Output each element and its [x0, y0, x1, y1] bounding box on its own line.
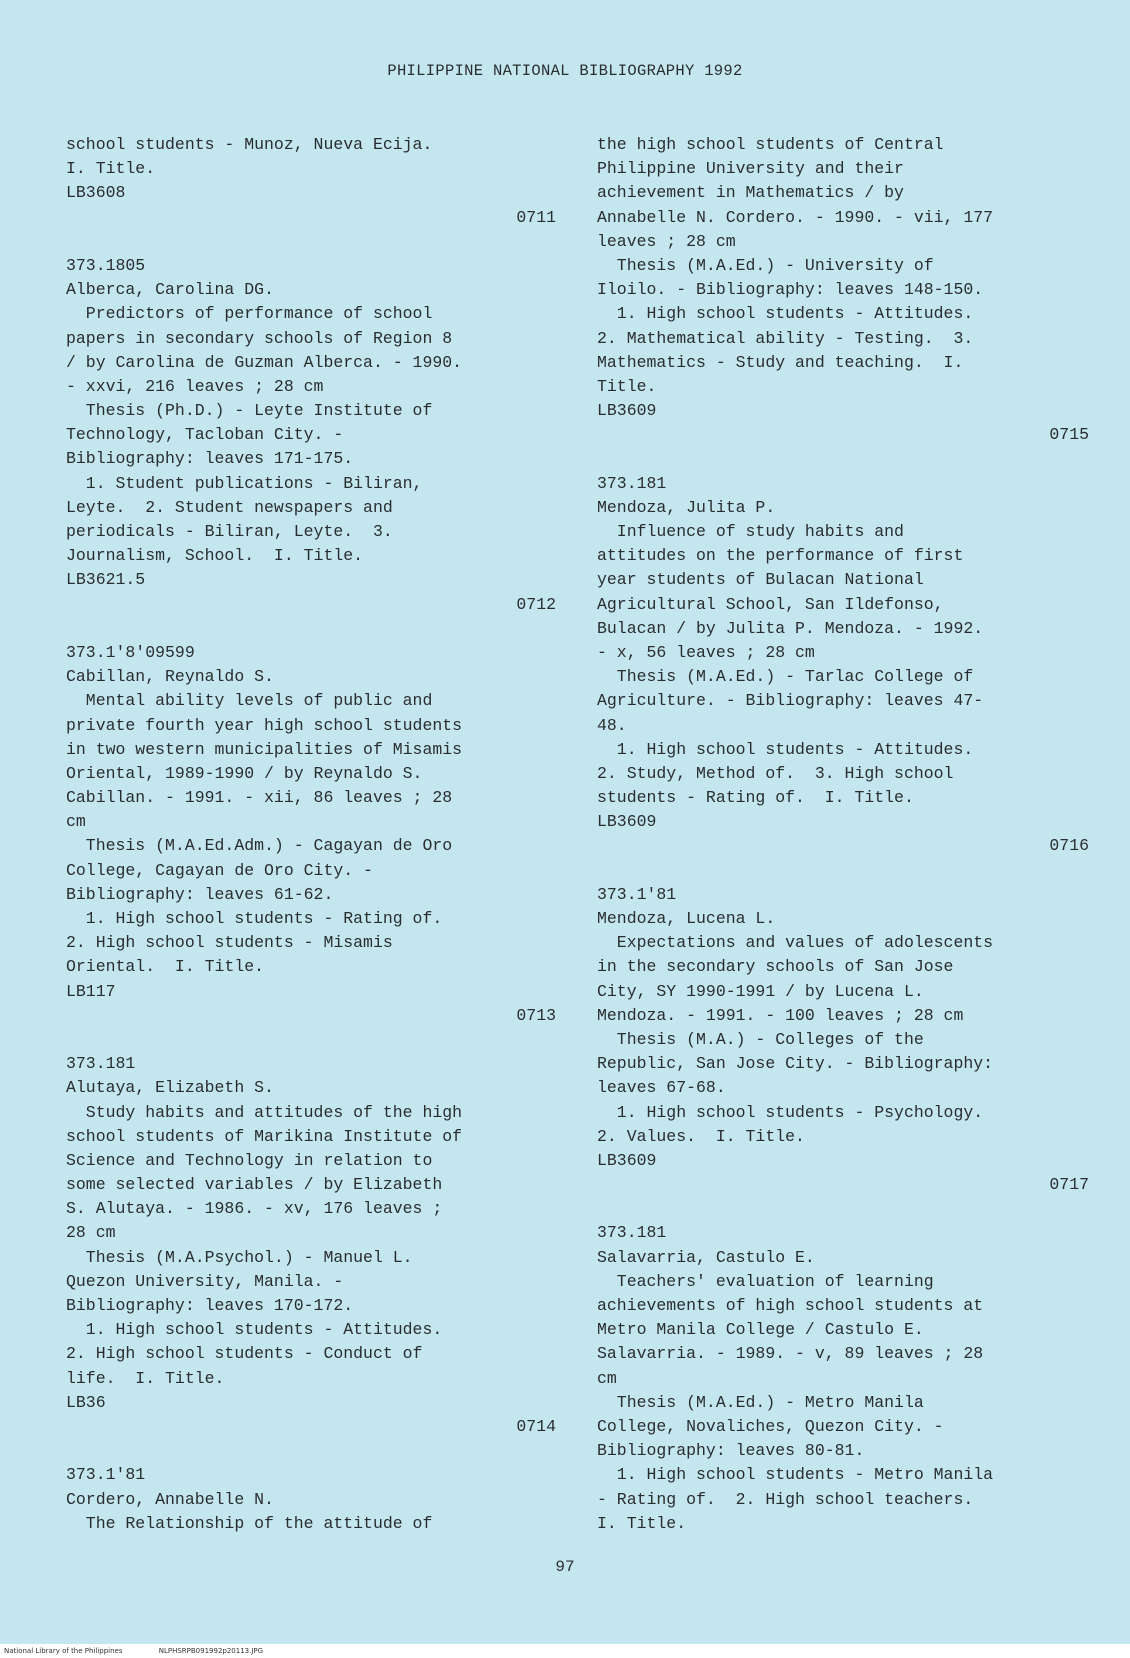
entry-line: The Relationship of the attitude of — [66, 1513, 433, 1533]
entry-line: the high school students of Central — [597, 135, 944, 154]
entry-line: Cordero, Annabelle N. — [66, 1489, 274, 1509]
entry-line: LB3608 — [66, 183, 126, 203]
entry-line: LB3621.5 — [66, 570, 146, 590]
entry-line: Agriculture. - Bibliography: leaves 47- — [597, 691, 984, 711]
entry-line: Bibliography: leaves 171-175. — [66, 449, 354, 469]
entry-line: LB36 — [66, 1392, 106, 1412]
entry-line: Journalism, School. I. Title. — [66, 546, 364, 566]
entry-line: school students - Munoz, Nueva Ecija. — [66, 135, 433, 154]
entry-line: 373.1'81 — [66, 1465, 146, 1485]
entry-line: Salavarria, Castulo E. — [597, 1247, 815, 1267]
entry-line: life. I. Title. — [66, 1368, 225, 1388]
entry-line: 1. High school students - Psychology. — [597, 1102, 984, 1122]
entry-number: 0711 — [516, 207, 556, 227]
entry-number: 0715 — [1049, 425, 1089, 445]
entry-line: Mendoza, Julita P. — [597, 497, 776, 517]
entry-line: Bulacan / by Julita P. Mendoza. - 1992. — [597, 618, 984, 638]
entry-line: LB3609 — [597, 812, 657, 832]
entry-line: / by Carolina de Guzman Alberca. - 1990. — [66, 352, 463, 372]
entry-number: 0712 — [516, 594, 556, 614]
entry-line: Alutaya, Elizabeth S. — [66, 1078, 274, 1098]
entry-line: achievement in Mathematics / by — [597, 183, 904, 203]
entry-line: year students of Bulacan National — [597, 570, 924, 590]
entry-line: Cabillan. - 1991. - xii, 86 leaves ; 28 — [66, 788, 453, 808]
entry-line: Bibliography: leaves 61-62. — [66, 884, 334, 904]
page-number: 97 — [555, 1558, 575, 1576]
footer-library: National Library of the Philippines — [4, 1647, 123, 1655]
entry-line: 373.1'81 — [597, 884, 677, 904]
entry-line: I. Title. — [66, 159, 156, 179]
page-header: PHILIPPINE NATIONAL BIBLIOGRAPHY 1992 — [387, 62, 743, 80]
entry-line: some selected variables / by Elizabeth — [66, 1175, 443, 1195]
entry-line: leaves 67-68. — [597, 1078, 726, 1098]
entry-line: Quezon University, Manila. - — [66, 1271, 344, 1291]
entry-line: Thesis (M.A.Ed.Adm.) - Cagayan de Oro — [66, 836, 453, 856]
entry-line: attitudes on the performance of first — [597, 546, 964, 566]
entry-spacer — [66, 617, 556, 641]
entry-line: 28 cm — [66, 1223, 116, 1243]
entry-line: 2. High school students - Misamis — [66, 933, 393, 953]
entry-line: Oriental, 1989-1990 / by Reynaldo S. — [66, 763, 423, 783]
entry-line: Oriental. I. Title. — [66, 957, 265, 977]
entry-line: Mathematics - Study and teaching. I. — [597, 352, 964, 372]
entry-line: Study habits and attitudes of the high — [66, 1102, 463, 1122]
entry-line: 2. Values. I. Title. — [597, 1126, 805, 1146]
entry-line: Alberca, Carolina DG. — [66, 280, 274, 300]
entry-line: Agricultural School, San Ildefonso, — [597, 594, 944, 614]
entry-line: - x, 56 leaves ; 28 cm — [597, 642, 815, 662]
entry-line: 373.181 — [66, 1054, 136, 1074]
right-column — [597, 133, 1089, 1536]
entry-line: 373.1'8'09599 — [66, 642, 195, 662]
entry-spacer — [66, 230, 556, 254]
entry-line: 1. High school students - Metro Manila — [597, 1465, 994, 1485]
entry-line: leaves ; 28 cm — [597, 231, 736, 251]
entry-line: Annabelle N. Cordero. - 1990. - vii, 177 — [597, 207, 994, 227]
entry-line: periodicals - Biliran, Leyte. 3. — [66, 522, 393, 541]
entry-line: 373.1805 — [66, 255, 146, 275]
entry-line: 373.181 — [597, 1223, 667, 1243]
scan-footer — [0, 1644, 1130, 1658]
entry-line: S. Alutaya. - 1986. - xv, 176 leaves ; — [66, 1199, 443, 1219]
entry-number: 0714 — [516, 1416, 556, 1436]
entry-line: in two western municipalities of Misamis — [66, 739, 463, 759]
entry-line: 1. High school students - Attitudes. — [66, 1320, 443, 1340]
entry-number: 0716 — [1049, 836, 1089, 856]
entry-line: Influence of study habits and — [597, 522, 904, 541]
entry-line: private fourth year high school students — [66, 715, 463, 735]
entry-line: Republic, San Jose City. - Bibliography: — [597, 1054, 994, 1074]
entry-line: Thesis (M.A.Ed.) - University of — [597, 255, 934, 275]
entry-line: Predictors of performance of school — [66, 304, 433, 324]
entry-line: 48. — [597, 715, 627, 735]
entry-line: papers in secondary schools of Region 8 — [66, 328, 453, 348]
entry-line: Thesis (Ph.D.) - Leyte Institute of — [66, 401, 433, 421]
entry-line: I. Title. — [597, 1513, 687, 1533]
entry-line: LB3609 — [597, 1150, 657, 1170]
entry-line: students - Rating of. I. Title. — [597, 788, 914, 808]
entry-number: 0713 — [516, 1005, 556, 1025]
entry-line: 1. High school students - Rating of. — [66, 909, 443, 928]
entry-line: College, Novaliches, Quezon City. - — [597, 1416, 944, 1436]
entry-line: Teachers' evaluation of learning — [597, 1271, 934, 1291]
entry-line: Technology, Tacloban City. - — [66, 425, 344, 445]
entry-line: 1. Student publications - Biliran, — [66, 473, 423, 493]
entry-line: Mendoza, Lucena L. — [597, 909, 776, 928]
entry-line: 2. Mathematical ability - Testing. 3. — [597, 328, 974, 348]
entry-line: LB117 — [66, 981, 116, 1001]
entry-line: Mendoza. - 1991. - 100 leaves ; 28 cm — [597, 1005, 964, 1025]
entry-line: 2. High school students - Conduct of — [66, 1344, 423, 1364]
entry-line: Thesis (M.A.) - Colleges of the — [597, 1029, 924, 1049]
entry-number: 0717 — [1049, 1175, 1089, 1195]
entry-line: Leyte. 2. Student newspapers and — [66, 497, 393, 517]
entry-line: - Rating of. 2. High school teachers. — [597, 1489, 974, 1509]
entry-line: Bibliography: leaves 80-81. — [597, 1441, 865, 1461]
entry-line: 1. High school students - Attitudes. — [597, 304, 974, 324]
entry-line: Philippine University and their — [597, 159, 904, 179]
entry-line: school students of Marikina Institute of — [66, 1126, 463, 1146]
entry-line: cm — [66, 812, 86, 832]
footer-filename: NLPHSRPB091992p20113.JPG — [158, 1647, 264, 1655]
entry-line: Title. — [597, 376, 657, 396]
entry-spacer — [597, 1197, 1089, 1221]
entry-spacer — [66, 1028, 556, 1052]
entry-line: - xxvi, 216 leaves ; 28 cm — [66, 376, 324, 396]
entry-line: Thesis (M.A.Psychol.) - Manuel L. — [66, 1247, 413, 1267]
entry-line: College, Cagayan de Oro City. - — [66, 860, 373, 880]
entry-spacer — [597, 859, 1089, 883]
entry-line: Iloilo. - Bibliography: leaves 148-150. — [597, 280, 984, 300]
entry-line: Metro Manila College / Castulo E. — [597, 1320, 924, 1340]
entry-line: in the secondary schools of San Jose — [597, 957, 954, 977]
entry-line: cm — [597, 1368, 617, 1388]
entry-spacer — [66, 1439, 556, 1463]
entry-spacer — [597, 447, 1089, 471]
entry-line: Salavarria. - 1989. - v, 89 leaves ; 28 — [597, 1344, 984, 1364]
left-column — [66, 133, 556, 1536]
entry-line: Mental ability levels of public and — [66, 691, 433, 711]
entry-line: Thesis (M.A.Ed.) - Tarlac College of — [597, 667, 974, 687]
entry-line: Thesis (M.A.Ed.) - Metro Manila — [597, 1392, 924, 1412]
entry-line: City, SY 1990-1991 / by Lucena L. — [597, 981, 924, 1001]
entry-line: LB3609 — [597, 401, 657, 421]
entry-line: achievements of high school students at — [597, 1296, 984, 1315]
entry-line: Bibliography: leaves 170-172. — [66, 1296, 354, 1315]
entry-line: 2. Study, Method of. 3. High school — [597, 763, 954, 783]
entry-line: Expectations and values of adolescents — [597, 933, 994, 953]
entry-line: Science and Technology in relation to — [66, 1150, 433, 1170]
entry-line: Cabillan, Reynaldo S. — [66, 667, 274, 687]
entry-line: 1. High school students - Attitudes. — [597, 739, 974, 759]
entry-line: 373.181 — [597, 473, 667, 493]
